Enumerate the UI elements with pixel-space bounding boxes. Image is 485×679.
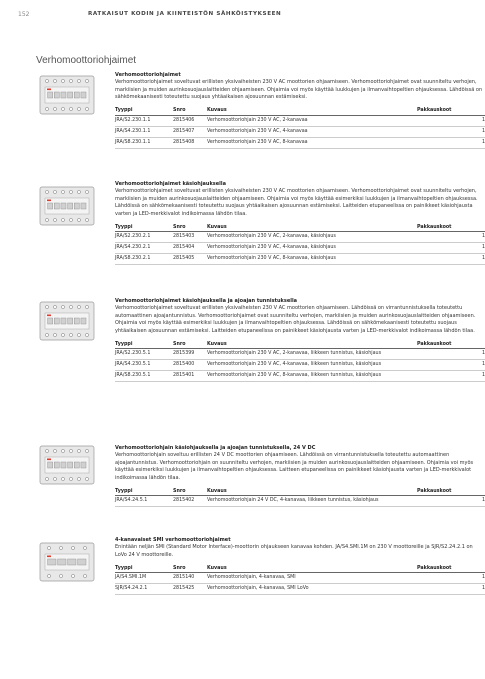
product-content (115, 298, 485, 382)
column-header: Tyyppi (115, 564, 173, 573)
product-image (36, 296, 98, 344)
terminal-screw (45, 190, 48, 193)
terminal-screw (77, 107, 80, 110)
table-cell: 2815405 (173, 254, 207, 265)
product-content (115, 445, 485, 507)
table-cell: 2815408 (173, 137, 207, 148)
terminal-screw (69, 218, 72, 221)
column-header: Kuvaus (207, 487, 417, 496)
table-cell: Verhomoottoriohjain, 4-kanavaa, SMI (207, 573, 417, 584)
table-cell: 2815425 (173, 584, 207, 595)
product-photo (36, 296, 98, 344)
table-cell: 2815406 (173, 115, 207, 126)
table-cell: 2815403 (173, 232, 207, 243)
table-cell: 1 (417, 573, 485, 584)
terminal-screw (69, 305, 72, 308)
product-title: Verhomoottoriohjain käsiohjauksella ja ajoajan tunnistuksella, 24 V DC (115, 445, 316, 451)
product-image (36, 181, 98, 229)
panel-button (68, 203, 73, 209)
table-cell: JRA/S4.24.5.1 (115, 496, 173, 507)
terminal-screw (77, 305, 80, 308)
product-content (115, 72, 485, 149)
terminal-screw (85, 449, 88, 452)
table-row (115, 371, 485, 382)
product-photo (36, 70, 98, 118)
column-header: Pakkauskoot (417, 340, 485, 349)
table-row (115, 584, 485, 595)
table-cell: Verhomoottoriohjain 230 V AC, 2-kanavaa, käsiohjaus (207, 232, 417, 243)
panel-button (54, 203, 59, 209)
product-description: Verhomoottoriohjaimet soveltuvat erillisten yksivaiheisten 230 V AC moottorien ohjaamiseen. Verhomoottoriohjaimet ovat suunniteltu verhojen, markiisien ja muiden aurinkosuojauslaitteiden ohjaamiseen. Ohjaimia voi myös käyttää esimerkiksi luukkujen ja ilmanvaihtopeltien ohjauksessa. Lähdöissä on sähkömekaanisesti toteutettu suojaus yhtäaikaisen ajosuunnan estämiseksi. Laitteiden etupaneelissa on painikkeet käsiohjausta varten ja LED-merkkivalot indikoimassa lähdön tilaa. (115, 188, 478, 217)
table-cell: Verhomoottoriohjain 24 V DC, 4-kanavaa, liikkeen tunnistus, käsiohjaus (207, 496, 417, 507)
terminal-screw (45, 449, 48, 452)
terminal-screw (69, 107, 72, 110)
panel-button (81, 318, 86, 324)
terminal-screw (85, 79, 88, 82)
panel-button (68, 462, 73, 468)
column-header: Snro (173, 107, 207, 116)
table-cell: 2815402 (173, 496, 207, 507)
table-cell: Verhomoottoriohjain, 4-kanavaa, SMI LoVo (207, 584, 417, 595)
terminal-screw (53, 333, 56, 336)
panel-button (48, 462, 53, 468)
terminal-screw (53, 218, 56, 221)
product-title: Verhomoottoriohjaimet (115, 72, 181, 78)
terminal-screw (85, 305, 88, 308)
terminal-screw (61, 79, 64, 82)
table-header-row (115, 340, 485, 349)
product-title: Verhomoottoriohjaimet käsiohjauksella (115, 181, 226, 187)
product-title: Verhomoottoriohjaimet käsiohjauksella ja ajoajan tunnistuksella (115, 298, 298, 304)
table-cell: 1 (417, 349, 485, 360)
table-cell: JRA/S8.230.2.1 (115, 254, 173, 265)
panel-button (74, 462, 79, 468)
terminal-screw (69, 449, 72, 452)
panel-button (48, 92, 53, 98)
product-description: Enintään neljän SMI (Standard Motor Interface)-moottorin ohjaukseen kanavaa kohden. JA/S4.SMI.1M on 230 V moottoreille ja SJR/S2.24.2.1 on LoVo 24 V moottoreille. (115, 544, 473, 558)
terminal-screw (85, 477, 88, 480)
terminal-screw (85, 333, 88, 336)
table-header-row (115, 107, 485, 116)
table-header-row (115, 564, 485, 573)
terminal-screw (77, 477, 80, 480)
column-header: Snro (173, 487, 207, 496)
product-photo (36, 440, 98, 488)
product-table (115, 107, 485, 149)
panel-button (54, 462, 59, 468)
table-row (115, 349, 485, 360)
column-header: Pakkauskoot (417, 564, 485, 573)
table-cell: JRA/S2.230.1.1 (115, 115, 173, 126)
table-cell: 1 (417, 243, 485, 254)
terminal-screw (59, 574, 62, 577)
panel-button (58, 559, 66, 565)
terminal-screw (77, 190, 80, 193)
section-title: Verhomoottoriohjaimet (36, 55, 137, 66)
table-cell: JRA/S8.230.5.1 (115, 371, 173, 382)
panel-button (48, 559, 56, 565)
column-header: Pakkauskoot (417, 107, 485, 116)
table-cell: 2815400 (173, 360, 207, 371)
table-cell: 2815401 (173, 371, 207, 382)
terminal-screw (85, 190, 88, 193)
table-cell: 2815140 (173, 573, 207, 584)
panel-button (54, 318, 59, 324)
terminal-screw (69, 79, 72, 82)
table-cell: 1 (417, 232, 485, 243)
table-row (115, 232, 485, 243)
abb-logo-mark (47, 200, 51, 202)
panel-button (54, 92, 59, 98)
panel-button (74, 92, 79, 98)
terminal-screw (53, 79, 56, 82)
product-image (36, 70, 98, 118)
panel-button (81, 203, 86, 209)
column-header: Tyyppi (115, 223, 173, 232)
table-cell: JRA/S4.230.5.1 (115, 360, 173, 371)
terminal-screw (45, 218, 48, 221)
panel-button (48, 318, 53, 324)
column-header: Kuvaus (207, 340, 417, 349)
abb-logo-mark (47, 315, 51, 317)
terminal-screw (45, 333, 48, 336)
table-cell: 1 (417, 360, 485, 371)
table-row (115, 137, 485, 148)
product-title: 4-kanavaiset SMI verhomoottoriohjaimet (115, 537, 231, 543)
terminal-screw (77, 79, 80, 82)
terminal-screw (47, 574, 50, 577)
column-header: Snro (173, 564, 207, 573)
panel-button (61, 203, 66, 209)
panel-button (48, 203, 53, 209)
table-cell: 1 (417, 137, 485, 148)
table-cell: Verhomoottoriohjain 230 V AC, 8-kanavaa, käsiohjaus (207, 254, 417, 265)
terminal-screw (59, 546, 62, 549)
terminal-screw (77, 333, 80, 336)
table-row (115, 243, 485, 254)
terminal-screw (61, 107, 64, 110)
panel-button (61, 92, 66, 98)
product-description: Verhomoottoriohjain soveltuu erillisten 24 V DC moottorien ohjaamiseen. Lähdöissä on virrantunnistuksella toteutettu automaattinen ajoajantunnistus. Verhomoottoriohjain on suunniteltu verhojen, markiisien ja muiden aurinkosuojauslaitteiden ohjaamiseen. Ohjaimia voi myös käyttää esimerkiksi luukkujen ja ilmanvaihtopeltien ohjauksessa. Laitteen etupaneelissa on painikkeet käsiohjausta varten ja LED-merkkivalot indikoimassa lähdön tilaa. (115, 452, 474, 481)
product-table (115, 223, 485, 265)
product-image (36, 440, 98, 488)
table-cell: 1 (417, 115, 485, 126)
terminal-screw (53, 449, 56, 452)
abb-logo-mark (47, 556, 51, 558)
terminal-screw (47, 546, 50, 549)
product-content (115, 537, 485, 595)
table-cell: JRA/S4.230.2.1 (115, 243, 173, 254)
terminal-screw (71, 574, 74, 577)
product-content (115, 181, 485, 265)
terminal-screw (53, 190, 56, 193)
column-header: Snro (173, 340, 207, 349)
column-header: Pakkauskoot (417, 223, 485, 232)
terminal-screw (61, 449, 64, 452)
terminal-screw (61, 218, 64, 221)
column-header: Tyyppi (115, 107, 173, 116)
terminal-screw (83, 574, 86, 577)
table-cell: Verhomoottoriohjain 230 V AC, 4-kanavaa, liikkeen tunnistus, käsiohjaus (207, 360, 417, 371)
panel-button (61, 318, 66, 324)
column-header: Snro (173, 223, 207, 232)
running-title: RATKAISUT KODIN JA KIINTEISTÖN SÄHKÖISTYKSEEN (88, 11, 282, 17)
terminal-screw (53, 305, 56, 308)
panel-button (81, 462, 86, 468)
terminal-screw (77, 218, 80, 221)
table-cell: 1 (417, 126, 485, 137)
panel-button (68, 92, 73, 98)
panel-button (74, 318, 79, 324)
abb-logo-mark (47, 89, 51, 91)
table-header-row (115, 223, 485, 232)
table-cell: JA/S4.SMI.1M (115, 573, 173, 584)
terminal-screw (61, 333, 64, 336)
table-cell: Verhomoottoriohjain 230 V AC, 4-kanavaa (207, 126, 417, 137)
terminal-screw (85, 218, 88, 221)
terminal-screw (45, 305, 48, 308)
terminal-screw (71, 546, 74, 549)
table-cell: JRA/S4.230.1.1 (115, 126, 173, 137)
table-cell: JRA/S2.230.5.1 (115, 349, 173, 360)
table-cell: Verhomoottoriohjain 230 V AC, 2-kanavaa (207, 115, 417, 126)
terminal-screw (85, 107, 88, 110)
abb-logo-mark (47, 459, 51, 461)
table-cell: JRA/S2.230.2.1 (115, 232, 173, 243)
column-header: Kuvaus (207, 223, 417, 232)
table-cell: Verhomoottoriohjain 230 V AC, 4-kanavaa, käsiohjaus (207, 243, 417, 254)
terminal-screw (69, 190, 72, 193)
table-cell: 1 (417, 496, 485, 507)
terminal-screw (61, 190, 64, 193)
column-header: Kuvaus (207, 107, 417, 116)
product-photo (36, 537, 98, 585)
terminal-screw (53, 477, 56, 480)
column-header: Tyyppi (115, 487, 173, 496)
terminal-screw (45, 477, 48, 480)
panel-button (68, 559, 76, 565)
table-row (115, 496, 485, 507)
product-table (115, 340, 485, 382)
page-number: 152 (18, 11, 30, 18)
table-row (115, 573, 485, 584)
table-cell: Verhomoottoriohjain 230 V AC, 8-kanavaa (207, 137, 417, 148)
product-description: Verhomoottoriohjaimet soveltuvat erillisten yksivaiheisten 230 V AC moottorien ohjaamiseen. Verhomoottoriohjaimet ovat suunniteltu verhojen, markiisien ja muiden aurinkosuojauslaitteiden ohjaamiseen. Ohjaimia voi myös käyttää luukkujen ja ilmanvaihtopeltien ohjauksessa. Lähdöissä on sähkömekaanisesti toteutettu suojaus yhtäaikaisen ajosuunnan estämiseksi. (115, 79, 483, 101)
terminal-screw (53, 107, 56, 110)
panel-button (68, 318, 73, 324)
table-row (115, 254, 485, 265)
panel-button (74, 203, 79, 209)
table-cell: 1 (417, 371, 485, 382)
terminal-screw (83, 546, 86, 549)
column-header: Tyyppi (115, 340, 173, 349)
page-header (18, 11, 462, 23)
column-header: Kuvaus (207, 564, 417, 573)
product-table (115, 564, 485, 595)
terminal-screw (61, 305, 64, 308)
table-cell: 2815407 (173, 126, 207, 137)
product-table (115, 487, 485, 507)
panel-button (78, 559, 86, 565)
column-header: Pakkauskoot (417, 487, 485, 496)
product-photo (36, 181, 98, 229)
table-cell: Verhomoottoriohjain 230 V AC, 2-kanavaa, liikkeen tunnistus, käsiohjaus (207, 349, 417, 360)
table-cell: JRA/S8.230.1.1 (115, 137, 173, 148)
product-description: Verhomoottoriohjaimet soveltuvat erillisten yksivaiheisten 230 V AC moottorien ohjaamiseen. Lähdöissä on virrantunnistuksella toteutettu automaattinen ajoajantunnistus. Verhomoottoriohjaimet ovat suunniteltu verhojen, markiisien ja muiden aurinkosuojauslaitteiden ohjaamiseen. Ohjaimia voi myös käyttää esimerkiksi luukkujen ja ilmanvaihtopeltien ohjauksessa. Lähdöissä on sähkömekaanisesti toteutettu suojaus yhtäaikaisen ajosuunnan estämiseksi. Laitteiden etupaneelissa on painikkeet käsiohjausta varten ja LED-merkkivalot indikoimassa lähdön tilaa. (115, 305, 476, 334)
panel-button (61, 462, 66, 468)
table-cell: 2815399 (173, 349, 207, 360)
panel-button (81, 92, 86, 98)
table-cell: 1 (417, 584, 485, 595)
table-cell: 2815404 (173, 243, 207, 254)
terminal-screw (45, 107, 48, 110)
table-row (115, 115, 485, 126)
table-row (115, 360, 485, 371)
terminal-screw (61, 477, 64, 480)
table-cell: SJR/S4.24.2.1 (115, 584, 173, 595)
table-cell: Verhomoottoriohjain 230 V AC, 8-kanavaa, liikkeen tunnistus, käsiohjaus (207, 371, 417, 382)
table-cell: 1 (417, 254, 485, 265)
terminal-screw (69, 333, 72, 336)
terminal-screw (77, 449, 80, 452)
table-header-row (115, 487, 485, 496)
terminal-screw (45, 79, 48, 82)
table-row (115, 126, 485, 137)
terminal-screw (69, 477, 72, 480)
product-image (36, 537, 98, 585)
